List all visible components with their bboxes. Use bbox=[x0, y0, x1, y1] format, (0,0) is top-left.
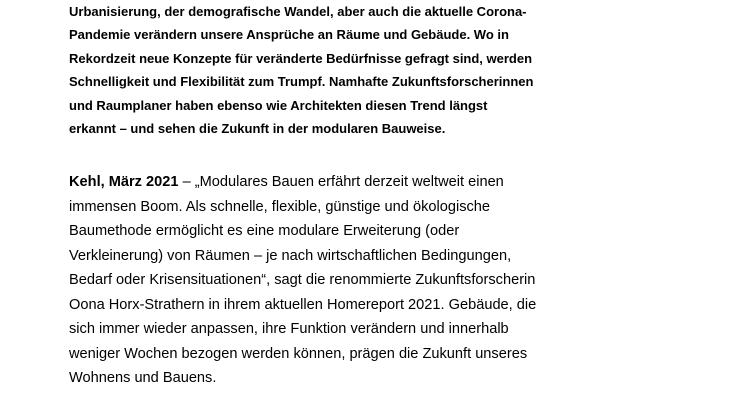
body-line: sich immer wieder anpassen, ihre Funktion verändern und innerhalb bbox=[69, 321, 509, 337]
body-line: Baumethode ermöglicht es eine modulare Erweiterung (oder bbox=[69, 223, 460, 239]
lead-paragraph bbox=[69, 0, 709, 140]
lead-line: Rekordzeit neue Konzepte für veränderte Bedürfnisse gefragt sind, werden bbox=[69, 50, 533, 66]
body-line: Verkleinerung) von Räumen – je nach wirtschaftlichen Bedingungen, bbox=[69, 247, 512, 264]
body-first-line-text: – „Modulares Bauen erfährt derzeit weltweit einen bbox=[178, 174, 504, 190]
lead-line: Urbanisierung, der demografische Wandel, aber auch die aktuelle Corona- bbox=[69, 4, 527, 19]
dateline: Kehl, März 2021 bbox=[69, 174, 179, 190]
body-paragraph bbox=[69, 170, 709, 391]
lead-line: Pandemie verändern unsere Ansprüche an Räume und Gebäude. Wo in bbox=[69, 27, 509, 43]
body-line: weniger Wochen bezogen werden können, prägen die Zukunft unseres bbox=[69, 345, 528, 362]
lead-line: und Raumplaner haben ebenso wie Architekten diesen Trend längst bbox=[69, 97, 488, 113]
body-line-first bbox=[69, 170, 709, 195]
body-line: immensen Boom. Als schnelle, flexible, günstige und ökologische bbox=[69, 198, 491, 215]
lead-line: erkannt – und sehen die Zukunft in der modularen Bauweise. bbox=[69, 121, 446, 137]
body-line: Wohnens und Bauens. bbox=[69, 370, 217, 386]
body-line: Bedarf oder Krisensituationen“, sagt die renommierte Zukunftsforscherin bbox=[69, 272, 536, 288]
lead-line: Schnelligkeit und Flexibilität zum Trumpf. Namhafte Zukunftsforscherinnen bbox=[69, 74, 534, 90]
body-line: Oona Horx-Strathern in ihrem aktuellen Homereport 2021. Gebäude, die bbox=[69, 296, 537, 313]
